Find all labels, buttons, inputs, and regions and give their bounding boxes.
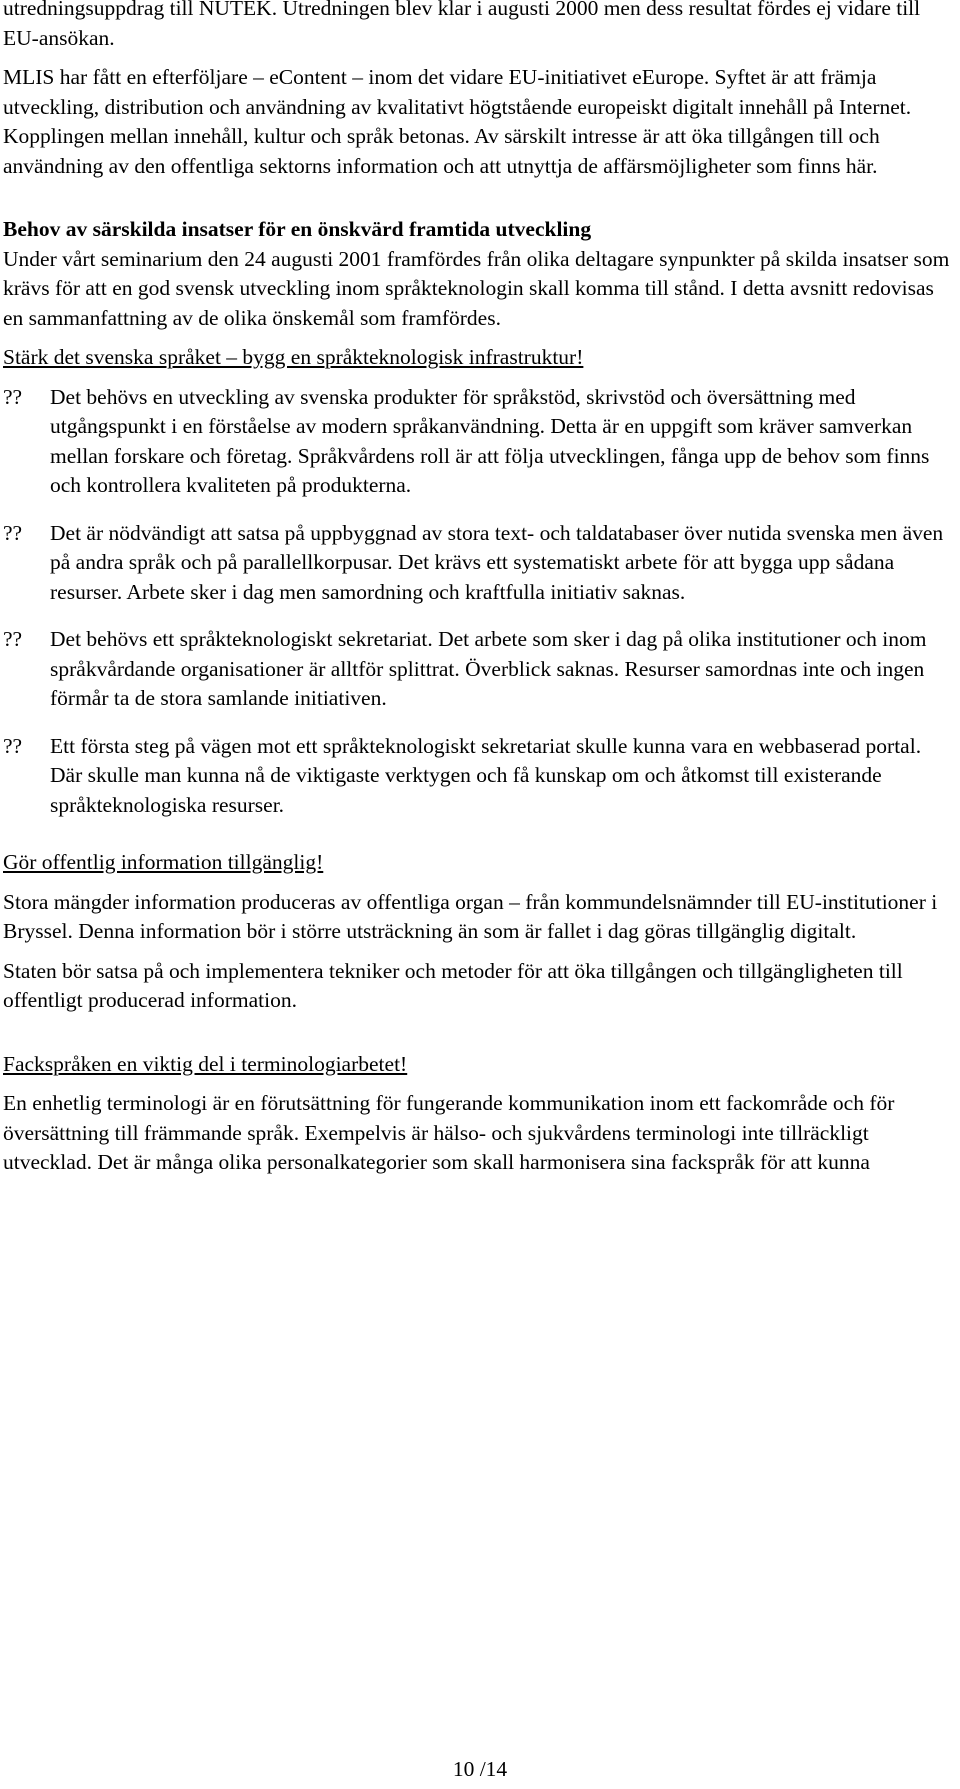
bullet-marker: ??: [3, 520, 23, 545]
section-heading-infrastruktur: Stärk det svenska språket – bygg en språkteknologisk infrastruktur!: [3, 345, 584, 369]
page-number: 10 /14: [452, 1757, 508, 1781]
section-heading-offentlig: Gör offentlig information tillgänglig!: [3, 850, 324, 874]
list-item-text: Det behövs ett språkteknologiskt sekretariat. Det arbete som sker i dag på olika institutioner och inom språkvårdande organisationer är alltför splittrat. Överblick saknas. Resurser samordnas inte och ingen förmår ta de stora samlande initiativen.: [50, 627, 927, 710]
list-item-text: Det behövs en utveckling av svenska produkter för språkstöd, skrivstöd och översättning med utgångspunkt i en förståelse av modern språkanvändning. Detta är en uppgift som kräver samverkan mellan forskare och företag. Språkvårdens roll är att följa utvecklingen, fånga upp de behov som finns och kontrollera kvaliteten på produkterna.: [50, 384, 930, 497]
list-item: [3, 383, 953, 501]
intro-paragraph-2: MLIS har fått en efterföljare – eContent – inom det vidare EU-initiativet eEurope. Syftet är att främja utveckling, distribution och användning av kvalitativt högtstående europeiskt digitalt innehåll på Internet. Kopplingen mellan innehåll, kultur och språk betonas. Av särskilt intresse är att öka tillgången till och användning av den offentliga sektorns information och att utnyttja de affärsmöjligheter som finns här.: [3, 65, 912, 178]
list-item-text: Ett första steg på vägen mot ett språkteknologiskt sekretariat skulle kunna vara en webbaserad portal. Där skulle man kunna nå de viktigaste verktygen och få kunskap om och åtkomst till existerande språkteknologiska resurser.: [50, 733, 922, 817]
bullet-marker: ??: [3, 733, 23, 758]
section-body-behov: Under vårt seminarium den 24 augusti 2001 framfördes från olika deltagare synpunkter på skilda insatser som krävs för att en god svensk utveckling inom språkteknologin skall komma till stånd. I detta avsnitt redovisas en sammanfattning av de olika önskemål som framfördes.: [3, 246, 950, 330]
list-item: [3, 519, 953, 608]
section-body-fackspraken: En enhetlig terminologi är en förutsättning för fungerande kommunikation inom ett fackområde och för översättning till främmande språk. Exempelvis är hälso- och sjukvårdens terminologi inte tillräckligt utvecklad. Det är många olika personalkategorier som skall harmonisera sina fackspråk för att kunna: [3, 1091, 895, 1174]
section-body-offentlig-1: Stora mängder information produceras av offentliga organ – från kommundelsnämnder till EU-institutioner i Bryssel. Denna information bör i större utsträckning än som är fallet i dag göras tillgänglig digitalt.: [3, 889, 938, 943]
list-item: [3, 732, 953, 821]
list-item-text: Det är nödvändigt att satsa på uppbyggnad av stora text- och taldatabaser över nutida svenska men även på andra språk och på parallellkorpusar. Det krävs ett systematiskt arbete för att bygga upp sådana resurser. Arbete sker i dag men samordning och kraftfulla initiativ saknas.: [50, 520, 944, 604]
spacer: [3, 1026, 953, 1050]
bullet-marker: ??: [3, 627, 23, 651]
section-heading-fackspraken: Fackspråken en viktig del i terminologiarbetet!: [3, 1051, 408, 1076]
bullet-marker: ??: [3, 384, 23, 409]
intro-paragraph-1: utredningsuppdrag till NUTEK. Utredningen blev klar i augusti 2000 men dess resultat fördes ej vidare till EU-ansökan.: [3, 0, 921, 50]
section-body-offentlig-2: Staten bör satsa på och implementera tekniker och metoder för att öka tillgången och tillgängligheten till offentligt producerad information.: [3, 958, 903, 1012]
document-page: [3, 0, 953, 1188]
infrastructure-list: [3, 383, 953, 821]
list-item: [3, 625, 953, 714]
spacer: [3, 838, 953, 848]
spacer: [3, 191, 953, 215]
section-heading-behov: Behov av särskilda insatser för en önskvärd framtida utveckling: [3, 217, 592, 241]
